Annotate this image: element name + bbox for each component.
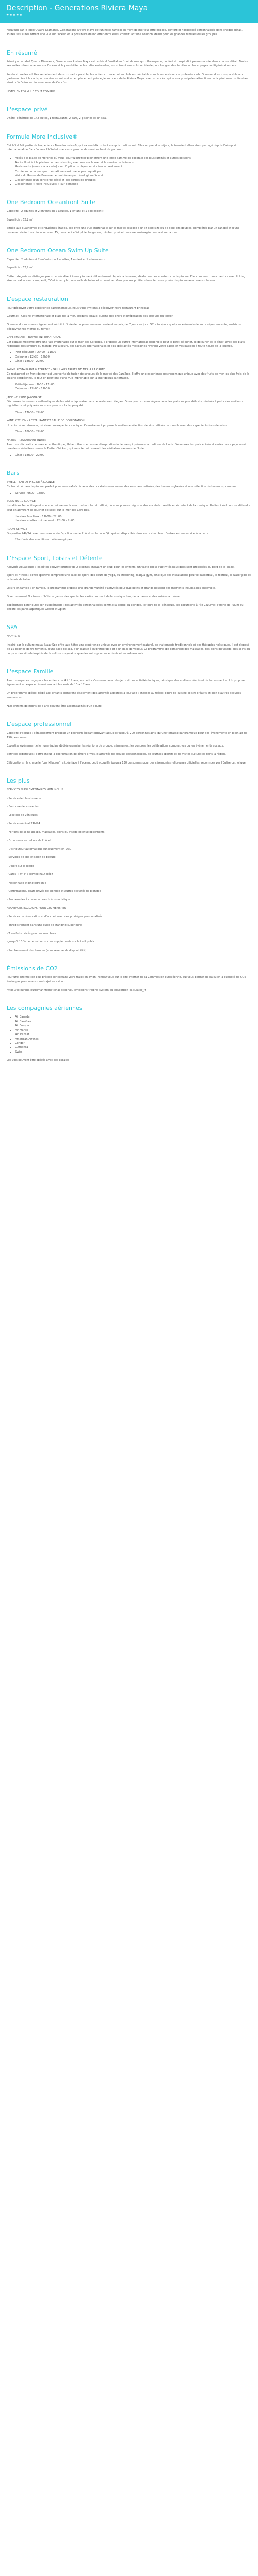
- paragraph: *Les enfants de moins de 4 ans doivent être accompagnés d'un adulte.: [7, 704, 103, 708]
- list-item: • Restaurants (service à la carte) avec l'option du déjeuner et diner au restaurant: [15, 165, 251, 169]
- section-intro: [7, 23, 251, 41]
- section-heading: Bars: [7, 470, 20, 477]
- section-formule: [7, 125, 251, 191]
- section-professionnel: [7, 713, 251, 769]
- hours-item: • Horaires familiaux : 17h00 - 22h00: [15, 515, 251, 519]
- section-heading: L'espace restauration: [7, 295, 68, 302]
- paragraph: - Service de blanchisserie: [7, 796, 41, 800]
- paragraph: Gourmand - vous serez également séduit à l'idée de proposer un menu varié et exquis, de 7 jours au jour. Offre toujours quelques éléments de votre séjour en suite, sushis ou découvrez nos menus du terroir.: [7, 323, 241, 331]
- paragraph: Pendant que les adultes se détendent dans un cadre paisible, les enfants trouveront au club leur véritable sous la supervision de professionnels. Gourmand est comparable aux gastronomies à la carte, un service en suite et un emplacement privilégié au coeur de la Riviera Maya, avec un accès rapide aux principales attractions de la péninsule du Yucatan ainsi qu'à l'aéroport international de Cancún.: [7, 73, 248, 85]
- paragraph: Nouveau par le label Quatre Diamants, Generations Riviera Maya est un hôtel familial en front de mer qui offre espace, confort et hospitalité personnalisée dans chaque détail. Toutes ses suites offrent une vue sur l'océan et la possibilité de loc etter entre elles, constituant une solution idéale pour les grandes familles ou les groupes.: [7, 29, 243, 37]
- paragraph: Loisirs en famille : en famille, le programme propose une grande variété d'activités pour que petits et grands passent des moments inoubliables ensemble.: [7, 586, 216, 590]
- paragraph: Activités Aquatiques : les hôtes peuvent profiter de 2 piscines, incluant un club pour les enfants. Un vaste choix d'activités nautiques sont proposées au bord de la plage.: [7, 565, 235, 569]
- hours-list: [7, 515, 251, 523]
- hours-list: [7, 411, 251, 415]
- paragraph: - Services de spa et salon de beauté: [7, 856, 56, 859]
- paragraph: - Service médical 24h/24: [7, 822, 40, 825]
- section-bars: [7, 462, 251, 546]
- paragraph: - Flaconnage et photographie: [7, 881, 46, 885]
- paragraph: Superficie : 62,2 m²: [7, 218, 34, 222]
- venue-description: Un coin où se retrouver, où vivre une expérience unique. Ce restaurant propose la meilleure sélection de vins raffinés du monde avec des ingrédients frais de saison.: [7, 423, 229, 427]
- paragraph: - Enregistrement dans une suite de standing supérieure: [7, 923, 82, 927]
- venue-name: CAFE MARKET - BUFFET INTERNATIONAL: [7, 336, 61, 340]
- section-heading: L'Espace Sport, Loisirs et Détente: [7, 554, 103, 562]
- paragraph: - Surclassement de chambre (sous réserve de disponibilité): [7, 948, 87, 952]
- hours-item: • Dîner : 18h00 - 22h00: [15, 359, 251, 363]
- list-item: • Air Canada: [15, 1015, 251, 1019]
- note: Les vols peuvent être opérés avec des escales: [7, 1059, 69, 1062]
- hours-list: [7, 430, 251, 434]
- list-item: • Accès illimité à la piscine de haut standing avec vue sur la mer et le service de boissons: [15, 161, 251, 165]
- paragraph: Célébrations : la chapelle "Las Milagros", située face à l'océan, peut accueillir jusqu'à 130 personnes pour des cérémonies religieuses officielles, reconnues par l'Église catholique.: [7, 761, 247, 765]
- list-item: • American Airlines: [15, 1037, 251, 1041]
- hours-item: • Horaires adultes uniquement : 22h00 - 2h00: [15, 519, 251, 523]
- bullet-list: [7, 156, 251, 187]
- hours-item: • Petit-déjeuner : 7h00 - 11h00: [15, 383, 251, 387]
- venue-name: SUNS BAR & LOUNGE: [7, 500, 36, 503]
- paragraph: Un programme spécial dédié aux enfants comprend également des activités adaptées à leur âge : chasses au trésor, cours de cuisine, loisirs créatifs et bien d'autres activités amusantes.: [7, 691, 241, 700]
- paragraph: Services logistiques : l'offre inclut la coordination de dîners privés, d'activités de groupe personnalisées, de tournois sportifs et de visites culturelles dans la région.: [7, 753, 226, 756]
- hours-item: • Petit-déjeuner : 06h00 - 11h00: [15, 350, 251, 354]
- hours-item: • Dîner : 18h00 - 22h00: [15, 453, 251, 457]
- section-sport: [7, 547, 251, 616]
- section-spa: [7, 616, 251, 660]
- page-title: Description - Generations Riviera Maya: [6, 4, 148, 12]
- hours-item: • Déjeuner : 12h30 - 17h00: [15, 355, 251, 359]
- paragraph: Expertise événementielle : une équipe dédiée organise les réunions de groupe, séminaires, les congrès, les célébrations corporatives ou les événements sociaux.: [7, 744, 224, 748]
- paragraph: - Excursions en dehors de l'hôtel: [7, 839, 51, 842]
- hours-list: [7, 350, 251, 363]
- list-item: • Swiss: [15, 1050, 251, 1054]
- section-restauration: [7, 287, 251, 462]
- venue-name: HABER - RESTAURANT INDIEN: [7, 438, 47, 442]
- paragraph: Inspiré par la culture maya, Naay Spa offre aux hôtes une expérience unique avec un environnement naturel, de traitements traditionnels et des thérapies holistiques. Il est disposé de 15 cabines de traitements, d'une salle de spa, d'un bassin à hydrothérapie et d'un bain de vapeur. Le programme spa comprend des massages, des soins du visage, des soins du corps et des rituels inspirés de la culture maya ainsi que des soins pour les enfants et les adolescents.: [7, 643, 250, 655]
- section-heading: L'espace privé: [7, 106, 48, 113]
- section-oceanfront: [7, 191, 251, 239]
- paragraph: Cet hôtel fait partie de l'expérience More Inclusive®, qui va au-delà du tout compris traditionnel. Elle comprend le séjour, le transfert aller-retour partagé depuis l'aéroport international de Cancún vers l'hôtel et une vaste gamme de services haut de gamme :: [7, 144, 237, 152]
- paragraph: L'hôtel bénéficie de 142 suites, 1 restaurants, 2 bars, 2 piscines et un spa.: [7, 117, 107, 121]
- list-item: • Condor: [15, 1041, 251, 1045]
- paragraph: Capacité : 2 adultes et 2 enfants (ou 2 adultes, 1 enfant et 1 adolescent): [7, 258, 105, 261]
- paragraph: - Services de réservation et d'accueil avec des privilèges personnalisés: [7, 915, 103, 919]
- paragraph: Située aux quatrièmes et cinquièmes étages, elle offre une vue imprenable sur la mer et dispose d'un lit king size ou de deux lits doubles, complétée par un canapé et d'une terrasse privée. Un coin salon avec TV, douche à effet pluie, baignoire, minibar privé et terrasse aménagée donnant sur la mer.: [7, 227, 240, 234]
- paragraph: HOTEL EN FORMULE TOUT COMPRIS: [7, 90, 56, 93]
- paragraph: Primé par le label Quatre Diamants, Generations Riviera Maya est un hôtel familial en front de mer qui offre espace, confort et hospitalité personnalisée dans chaque détail. Toutes ses suites offrent une vue sur l'océan et la possibilité de les relier entre elles, constituant une solution idéale pour les grandes familles ou les voyages multigénérationnels.: [7, 60, 248, 68]
- hours-item: • Dîner : 18h00 - 22h00: [15, 430, 251, 434]
- paragraph: https://ec.europa.eu/clima/international-action/eu-emissions-trading-system-eu-ets/carbon-calculator_fr: [7, 989, 146, 992]
- section-plus: [7, 769, 251, 957]
- list-item: • Lufthansa: [15, 1045, 251, 1049]
- venue-name: SWELL - BAR DE PISCINE À LOUNGE: [7, 481, 55, 484]
- paragraph: Expériences Extérieures (en supplément) : des activités personnalisées comme la pêche, la plongée, le tours de la péninsule, les excursions à l'île Cozumel, l'arche de Tulum ou encore les parcs aquatiques Xcaret et Xplor.: [7, 603, 244, 612]
- section-heading: Les compagnies aériennes: [7, 1005, 83, 1012]
- paragraph: - Certifications, cours privés de plongée et autres activités de plongée: [7, 890, 101, 893]
- list-item: • Visite du Ruines de Bravaneu et entrée au parc écologique Xcaret: [15, 174, 251, 178]
- hours-list: [7, 538, 251, 542]
- section-resume: [7, 41, 251, 98]
- venue-description: Installé au 2ème étage et une vue unique sur la mer. Un bar chic et raffiné, où vous pouvez déguster des cocktails créatifs en écoutant de la musique. Un lieu idéal pour se détendre tout en admirant le coucher de soleil sur la mer des Caraïbes.: [7, 504, 251, 512]
- paragraph: SERVICES SUPPLÉMENTAIRES NON INCLUS: [7, 788, 63, 792]
- paragraph: Avec un espace conçu pour les enfants de 4 à 12 ans, les petits s'amusent avec des jeux et des activités ludiques, ainsi que des ateliers créatifs et de la cuisine. Le club propose également un espace réservé aux adolescents de 13 à 17 ans.: [7, 679, 245, 687]
- paragraph: - Cafés + Wi-Fi / service haut débit: [7, 873, 54, 876]
- venue-description: Avec une décoration épurée et authentique, Haber offre une cuisine d'inspiration indienne qui préserve la tradition de l'Inde. Découvrez les plats épicés et variés de ce pays ainsi que des spécialités comme le Butter Chicken, qui vous feront ressentir les véritables saveurs de l'Inde.: [7, 443, 246, 451]
- list-item: • Air Caraïbes: [15, 1020, 251, 1024]
- paragraph: - Promenades à cheval au ranch écotouristique: [7, 898, 70, 902]
- section-heading: Émissions de CO2: [7, 965, 58, 972]
- list-item: • Air France: [15, 1028, 251, 1032]
- list-item: • Air Transat: [15, 1032, 251, 1037]
- list-item: • L'expérience d'un concierge dédié et des sorties de groupes: [15, 178, 251, 182]
- list-item: • L'expérience « More Inclusive® » sur demande: [15, 182, 251, 187]
- paragraph: - Dîners sur la plage: [7, 864, 34, 868]
- section-compagnies: [7, 996, 251, 1066]
- section-heading: L'espace Famille: [7, 668, 54, 675]
- paragraph: Pour une information plus précise concernant votre trajet en avion, rendez-vous sur le site internet de la Commission européenne, qui vous permet de calculer la quantité de CO2 émise par personne sur un trajet en avion :: [7, 976, 246, 984]
- venue-description: Cet espace moderne offre une vue imprenable sur la mer des Caraïbes. Il propose un buffet international disponible pour le petit-déjeuner, le déjeuner et le dîner, avec des plats régionaux des saveurs du monde. Par ailleurs, des saveurs internationales et des spécialités mexicaines raviront votre palais et vos papilles à toute heure de la journée.: [7, 340, 245, 348]
- paragraph: Divertissement Nocturne : l'hôtel organise des spectacles variés, incluant de la musique live, de la danse et des soirées à thème.: [7, 595, 181, 599]
- venue-name: JADE - CUISINE JAPONAISE: [7, 396, 42, 399]
- paragraph: - Location de véhicules: [7, 814, 38, 817]
- section-heading: SPA: [7, 624, 18, 631]
- hours-item: • Dîner : 17h00 - 22h00: [15, 411, 251, 415]
- section-emissions: [7, 957, 251, 996]
- paragraph: Pour découvrir votre expérience gastronomique, nous vous invitons à découvrir notre restaurant principal.: [7, 306, 150, 310]
- paragraph: Cette catégorie se distingue par un accès direct à une piscine à débordement depuis la terrasse, idéale pour les amateurs de la piscine. Elle comprend une chambre avec lit king size, un salon avec canapé-lit, TV et écran plat, une salle de bains et un minibar. Vous pourrez profiter d'une terrasse privée de piscine avec vue sur la mer.: [7, 275, 246, 283]
- description-header: [0, 0, 258, 23]
- venue-description: Disponible 24h/24, avec commande via l'application de l'hôtel ou le code QR, qui est disponible dans votre chambre. L'entrée est un service à la carte.: [7, 532, 209, 535]
- list-item: • Accès à la plage de Morones où vous pourrez profiter pleinement une large gamme de cocktails les plus raffinés et autres boissons: [15, 156, 251, 160]
- venue-name: PALMS RESTAURANT & TERRACE - GRILL AUX FRUITS DE MER À LA CARTE: [7, 368, 105, 371]
- rating-stars: ★★★★★: [6, 13, 23, 17]
- hours-list: [7, 453, 251, 457]
- list-item: • Air Europa: [15, 1024, 251, 1028]
- paragraph: - Distributeur automatique (uniquement en USD): [7, 847, 73, 851]
- hours-item: • *Sauf avis des conditions météorologiques.: [15, 538, 251, 542]
- section-heading: One Bedroom Oceanfront Suite: [7, 199, 96, 206]
- section-famille: [7, 660, 251, 713]
- hours-item: • Déjeuner : 12h00 - 17h30: [15, 387, 251, 391]
- paragraph: Capacité d'accueil : l'établissement propose un ballroom élégant pouvant accueillir jusqu'à 200 personnes ainsi qu'une terrasse panoramique pour des événements en plein air de 150 personnes.: [7, 732, 248, 739]
- venue-description: Ce bar situé dans la piscine, parfait pour vous rafraîchir avec des cocktails sans aucun, des eaux aromatisées, des boissons glacées et une sélection de boissons premium.: [7, 485, 237, 488]
- list-item: • Entrée au pro aquatique thématique ainsi que le parc aquatique: [15, 170, 251, 174]
- paragraph: Capacité : 2 adultes et 2 enfants ou 2 adultes, 1 enfant et 1 adolescent): [7, 210, 104, 213]
- section-heading: En résumé: [7, 49, 37, 56]
- bullet-list: [7, 1015, 251, 1054]
- hours-item: • Service : 9h00 - 18h00: [15, 491, 251, 495]
- venue-name: WINE KITCHEN - RESTAURANT ET SALLE DE DÉGUSTATION: [7, 419, 85, 423]
- section-logeur: [7, 98, 251, 125]
- venue-name: ROOM SERVICE: [7, 528, 27, 531]
- paragraph: Gourmet - Cuisine internationale et plats de la mer, produits locaux, cuisine des chefs et préparation des produits du terroir.: [7, 314, 174, 318]
- hours-list: [7, 383, 251, 392]
- section-swimup: [7, 239, 251, 287]
- section-heading: Les plus: [7, 777, 30, 785]
- paragraph: Sport et Fitness : l'offre sportive comprend une salle de sport, des cours de yoga, du stretching, d'aqua gym, ainsi que des installations pour le basketball, le football, le water-polo et le tennis de table.: [7, 574, 251, 582]
- paragraph: Superficie : 62,2 m²: [7, 266, 34, 270]
- venue-description: Ce restaurant en front de mer est une véritable fusion de saveurs de la mer et des Caraïbes. Il offre une expérience gastronomique unique avec des fruits de mer les plus frais de la cuisine caribéenne, le tout en profitant d'une vue imprenable sur la mer depuis la terrasse.: [7, 372, 249, 380]
- paragraph: - Jusqu'à 10 % de réduction sur les suppléments sur le tarif public: [7, 940, 95, 944]
- paragraph: - Forfaits de soins au spa, massages, soins du visage et enveloppements: [7, 831, 105, 834]
- section-heading: One Bedroom Ocean Swim Up Suite: [7, 247, 109, 254]
- section-heading: Formule More Inclusive®: [7, 133, 78, 140]
- paragraph: NAAY SPA: [7, 635, 20, 638]
- paragraph: - Transferts privés pour les membres: [7, 932, 56, 936]
- section-heading: L'espace professionnel: [7, 721, 72, 728]
- description-content: [0, 23, 258, 1067]
- hours-list: [7, 491, 251, 495]
- venue-description: Découvrez les saveurs authentiques de la cuisine japonaise dans ce restaurant élégant. Vous pourrez vous régaler avec les plats les plus délicats, réalisés à partir des meilleurs ingrédients, et préparés sous vos yeux sur la teppanyaki.: [7, 400, 244, 408]
- paragraph: AVANTAGES EXCLUSIFS POUR LES MEMBRES: [7, 906, 66, 910]
- paragraph: - Boutique de souvenirs: [7, 805, 39, 808]
